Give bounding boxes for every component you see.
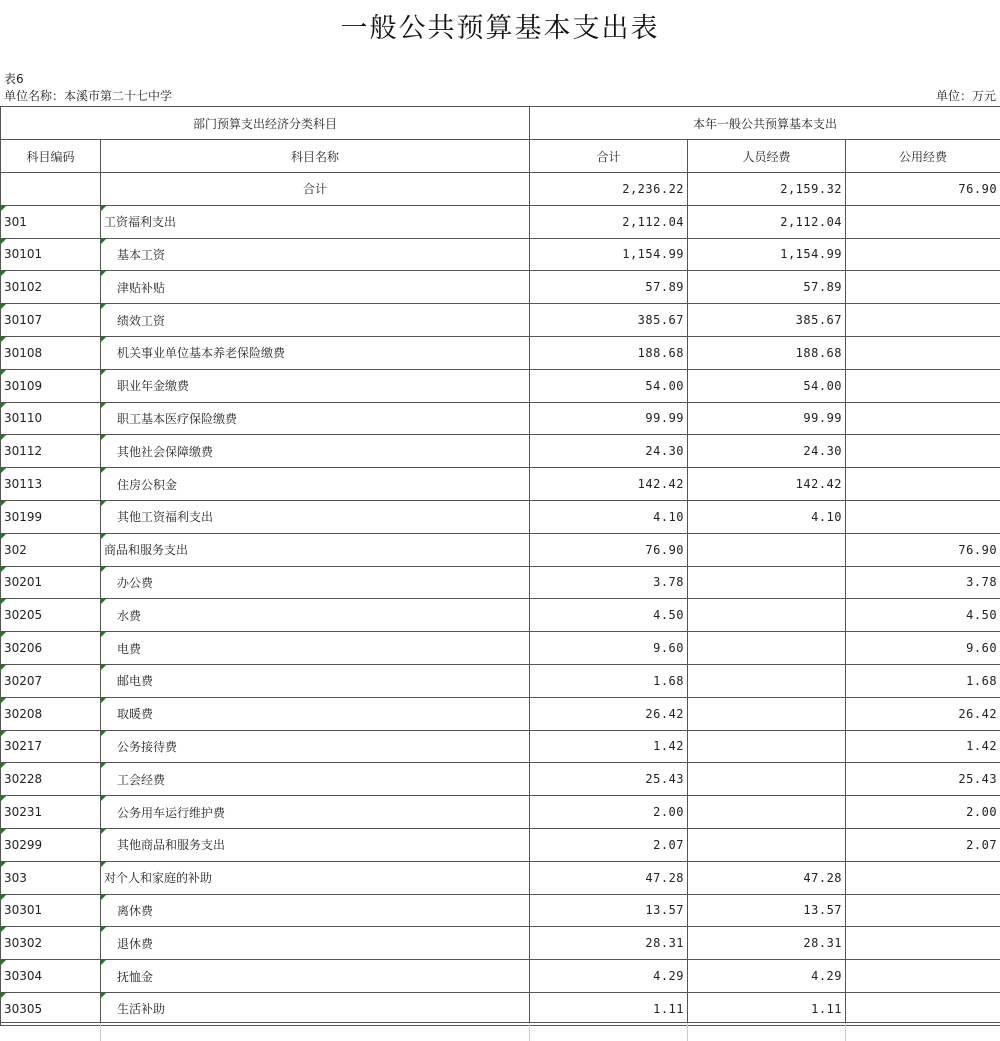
cell-name: 职工基本医疗保险缴费 — [101, 402, 530, 435]
cell-name: 津贴补贴 — [101, 271, 530, 304]
cell-marker-icon — [101, 993, 106, 998]
table-row — [1, 402, 1000, 435]
cell-total: 24.30 — [530, 435, 688, 468]
table-row — [1, 632, 1000, 665]
header-classification: 部门预算支出经济分类科目 — [1, 107, 530, 140]
cell-total: 1.42 — [530, 730, 688, 763]
cell-personnel: 1.11 — [688, 992, 846, 1025]
cell-total: 54.00 — [530, 369, 688, 402]
table-row — [1, 664, 1000, 697]
cell-personnel: 2,112.04 — [688, 205, 846, 238]
header-column-row — [1, 140, 1000, 173]
table-row — [1, 992, 1000, 1025]
cell-name: 合计 — [101, 173, 530, 206]
cell-name: 工资福利支出 — [101, 205, 530, 238]
cell-code: 30228 — [1, 763, 101, 796]
cell-marker-icon — [101, 534, 106, 539]
cell-personnel — [688, 599, 846, 632]
cell-name: 公务接待费 — [101, 730, 530, 763]
table-row — [1, 468, 1000, 501]
cell-marker-icon — [101, 599, 106, 604]
cell-code: 30102 — [1, 271, 101, 304]
table-row — [1, 599, 1000, 632]
cell-personnel: 142.42 — [688, 468, 846, 501]
cell-marker-icon — [101, 960, 106, 965]
cell-name: 住房公积金 — [101, 468, 530, 501]
cell-total: 142.42 — [530, 468, 688, 501]
cell-marker-icon — [101, 239, 106, 244]
cell-name: 邮电费 — [101, 664, 530, 697]
cell-personnel — [688, 828, 846, 861]
header-public: 公用经费 — [846, 140, 1000, 173]
cell-public — [846, 927, 1000, 960]
cell-marker-icon — [1, 927, 6, 932]
cell-public: 76.90 — [846, 533, 1000, 566]
cell-marker-icon — [101, 796, 106, 801]
cell-marker-icon — [1, 206, 6, 211]
table-row — [1, 927, 1000, 960]
table-row — [1, 271, 1000, 304]
cell-marker-icon — [101, 271, 106, 276]
cell-personnel: 188.68 — [688, 336, 846, 369]
table-row — [1, 304, 1000, 337]
cell-marker-icon — [1, 731, 6, 736]
cell-code: 302 — [1, 533, 101, 566]
cell-personnel: 1,154.99 — [688, 238, 846, 271]
cell-name: 对个人和家庭的补助 — [101, 861, 530, 894]
cell-code: 30206 — [1, 632, 101, 665]
cell-public: 2.07 — [846, 828, 1000, 861]
cell-public — [846, 500, 1000, 533]
cell-total: 1.68 — [530, 664, 688, 697]
table-row — [1, 861, 1000, 894]
table-row — [1, 566, 1000, 599]
cell-personnel — [688, 632, 846, 665]
cell-name: 抚恤金 — [101, 960, 530, 993]
cell-name: 其他社会保障缴费 — [101, 435, 530, 468]
cell-code: 30113 — [1, 468, 101, 501]
cell-personnel — [688, 697, 846, 730]
cell-marker-icon — [101, 927, 106, 932]
cell-marker-icon — [101, 763, 106, 768]
cell-marker-icon — [101, 337, 106, 342]
cell-name: 其他工资福利支出 — [101, 500, 530, 533]
cell-total: 1.11 — [530, 992, 688, 1025]
cell-marker-icon — [1, 337, 6, 342]
cell-total: 99.99 — [530, 402, 688, 435]
table-number: 表6 — [4, 70, 24, 87]
cell-public: 3.78 — [846, 566, 1000, 599]
cell-marker-icon — [1, 599, 6, 604]
cell-public — [846, 435, 1000, 468]
cell-marker-icon — [1, 239, 6, 244]
cell-marker-icon — [101, 862, 106, 867]
table-row — [1, 369, 1000, 402]
cell-marker-icon — [1, 960, 6, 965]
cell-personnel: 28.31 — [688, 927, 846, 960]
cell-marker-icon — [1, 895, 6, 900]
cell-marker-icon — [101, 435, 106, 440]
cell-public — [846, 205, 1000, 238]
cell-code: 30231 — [1, 796, 101, 829]
cell-total: 2,112.04 — [530, 205, 688, 238]
cell-marker-icon — [101, 468, 106, 473]
cell-name: 退休费 — [101, 927, 530, 960]
cell-code: 30107 — [1, 304, 101, 337]
cell-marker-icon — [101, 501, 106, 506]
cell-marker-icon — [101, 895, 106, 900]
cell-total: 4.10 — [530, 500, 688, 533]
cell-code: 30207 — [1, 664, 101, 697]
cell-marker-icon — [1, 993, 6, 998]
cell-personnel: 13.57 — [688, 894, 846, 927]
cell-personnel: 57.89 — [688, 271, 846, 304]
cell-public — [846, 369, 1000, 402]
cell-code: 30208 — [1, 697, 101, 730]
cell-code: 30108 — [1, 336, 101, 369]
cell-public: 76.90 — [846, 173, 1000, 206]
cell-marker-icon — [1, 370, 6, 375]
header-name: 科目名称 — [101, 140, 530, 173]
header-basic-expenditure: 本年一般公共预算基本支出 — [530, 107, 1000, 140]
cell-public: 26.42 — [846, 697, 1000, 730]
cell-name: 取暖费 — [101, 697, 530, 730]
page-title: 一般公共预算基本支出表 — [0, 6, 1000, 45]
cell-marker-icon — [1, 698, 6, 703]
cell-name: 电费 — [101, 632, 530, 665]
cell-public: 1.42 — [846, 730, 1000, 763]
cell-marker-icon — [1, 632, 6, 637]
cell-total: 76.90 — [530, 533, 688, 566]
cell-public — [846, 468, 1000, 501]
cell-marker-icon — [1, 304, 6, 309]
cell-personnel — [688, 796, 846, 829]
cell-code — [1, 173, 101, 206]
cell-code: 30109 — [1, 369, 101, 402]
cell-name: 水费 — [101, 599, 530, 632]
cell-marker-icon — [1, 829, 6, 834]
cell-public — [846, 336, 1000, 369]
cell-total: 385.67 — [530, 304, 688, 337]
cell-public — [846, 402, 1000, 435]
cell-total: 4.29 — [530, 960, 688, 993]
cell-name: 其他商品和服务支出 — [101, 828, 530, 861]
cell-personnel: 4.29 — [688, 960, 846, 993]
cell-marker-icon — [101, 665, 106, 670]
cell-marker-icon — [1, 567, 6, 572]
table-row — [1, 697, 1000, 730]
cell-marker-icon — [1, 862, 6, 867]
cell-total: 3.78 — [530, 566, 688, 599]
cell-name: 机关事业单位基本养老保险缴费 — [101, 336, 530, 369]
cell-code: 301 — [1, 205, 101, 238]
cell-code: 30301 — [1, 894, 101, 927]
table-row — [1, 173, 1000, 206]
table-row — [1, 435, 1000, 468]
cell-personnel: 2,159.32 — [688, 173, 846, 206]
cell-public — [846, 861, 1000, 894]
header-code: 科目编码 — [1, 140, 101, 173]
cell-total: 9.60 — [530, 632, 688, 665]
cell-name: 职业年金缴费 — [101, 369, 530, 402]
cell-personnel: 99.99 — [688, 402, 846, 435]
cell-personnel — [688, 533, 846, 566]
cell-name: 工会经费 — [101, 763, 530, 796]
cell-personnel: 47.28 — [688, 861, 846, 894]
cell-code: 30299 — [1, 828, 101, 861]
cell-name: 绩效工资 — [101, 304, 530, 337]
cell-public — [846, 992, 1000, 1025]
cell-marker-icon — [101, 206, 106, 211]
unit-name: 单位名称：本溪市第二十七中学 — [4, 87, 172, 104]
cell-code: 30199 — [1, 500, 101, 533]
cell-code: 30201 — [1, 566, 101, 599]
cell-marker-icon — [1, 271, 6, 276]
cell-name: 基本工资 — [101, 238, 530, 271]
cell-public: 4.50 — [846, 599, 1000, 632]
cell-marker-icon — [1, 435, 6, 440]
cell-marker-icon — [1, 665, 6, 670]
header-personnel: 人员经费 — [688, 140, 846, 173]
cell-total: 2.07 — [530, 828, 688, 861]
cell-marker-icon — [1, 763, 6, 768]
cell-total: 188.68 — [530, 336, 688, 369]
header-total: 合计 — [530, 140, 688, 173]
currency-unit: 单位：万元 — [936, 87, 996, 104]
cell-total: 13.57 — [530, 894, 688, 927]
cell-marker-icon — [101, 698, 106, 703]
cell-personnel — [688, 730, 846, 763]
table-row — [1, 500, 1000, 533]
table-row — [1, 960, 1000, 993]
cell-total: 2,236.22 — [530, 173, 688, 206]
cell-public — [846, 271, 1000, 304]
cell-public: 1.68 — [846, 664, 1000, 697]
table-row — [1, 533, 1000, 566]
cell-code: 30304 — [1, 960, 101, 993]
cell-marker-icon — [101, 632, 106, 637]
cell-marker-icon — [101, 370, 106, 375]
cell-marker-icon — [101, 829, 106, 834]
cell-name: 离休费 — [101, 894, 530, 927]
cell-marker-icon — [1, 501, 6, 506]
table-row — [1, 894, 1000, 927]
cell-personnel — [688, 566, 846, 599]
cell-public: 2.00 — [846, 796, 1000, 829]
cell-public: 9.60 — [846, 632, 1000, 665]
cell-personnel: 385.67 — [688, 304, 846, 337]
cell-total: 1,154.99 — [530, 238, 688, 271]
cell-total: 57.89 — [530, 271, 688, 304]
cell-total: 26.42 — [530, 697, 688, 730]
cell-code: 30101 — [1, 238, 101, 271]
table-row — [1, 336, 1000, 369]
cell-public — [846, 894, 1000, 927]
cell-marker-icon — [1, 534, 6, 539]
cell-total: 2.00 — [530, 796, 688, 829]
table-row — [1, 205, 1000, 238]
budget-table — [0, 106, 1000, 1026]
cell-name: 公务用车运行维护费 — [101, 796, 530, 829]
cell-marker-icon — [101, 731, 106, 736]
cell-code: 30112 — [1, 435, 101, 468]
table-row — [1, 763, 1000, 796]
cell-name: 商品和服务支出 — [101, 533, 530, 566]
table-row — [1, 730, 1000, 763]
cell-name: 办公费 — [101, 566, 530, 599]
cell-marker-icon — [101, 403, 106, 408]
cell-code: 30305 — [1, 992, 101, 1025]
cell-total: 47.28 — [530, 861, 688, 894]
table-row — [1, 828, 1000, 861]
cell-marker-icon — [1, 468, 6, 473]
cell-public — [846, 960, 1000, 993]
cell-code: 303 — [1, 861, 101, 894]
cell-public — [846, 304, 1000, 337]
cell-code: 30205 — [1, 599, 101, 632]
cell-marker-icon — [101, 567, 106, 572]
cell-personnel: 54.00 — [688, 369, 846, 402]
cell-public — [846, 238, 1000, 271]
header-group-row — [1, 107, 1000, 140]
cell-total: 28.31 — [530, 927, 688, 960]
cell-personnel: 24.30 — [688, 435, 846, 468]
cell-total: 4.50 — [530, 599, 688, 632]
cell-personnel — [688, 664, 846, 697]
cell-code: 30302 — [1, 927, 101, 960]
cell-marker-icon — [101, 304, 106, 309]
cell-code: 30217 — [1, 730, 101, 763]
table-row — [1, 796, 1000, 829]
cell-name: 生活补助 — [101, 992, 530, 1025]
cell-personnel — [688, 763, 846, 796]
cell-code: 30110 — [1, 402, 101, 435]
cell-public: 25.43 — [846, 763, 1000, 796]
table-row — [1, 238, 1000, 271]
cell-personnel: 4.10 — [688, 500, 846, 533]
cell-marker-icon — [1, 796, 6, 801]
cell-total: 25.43 — [530, 763, 688, 796]
next-row-edge — [0, 1022, 1000, 1041]
cell-marker-icon — [1, 403, 6, 408]
